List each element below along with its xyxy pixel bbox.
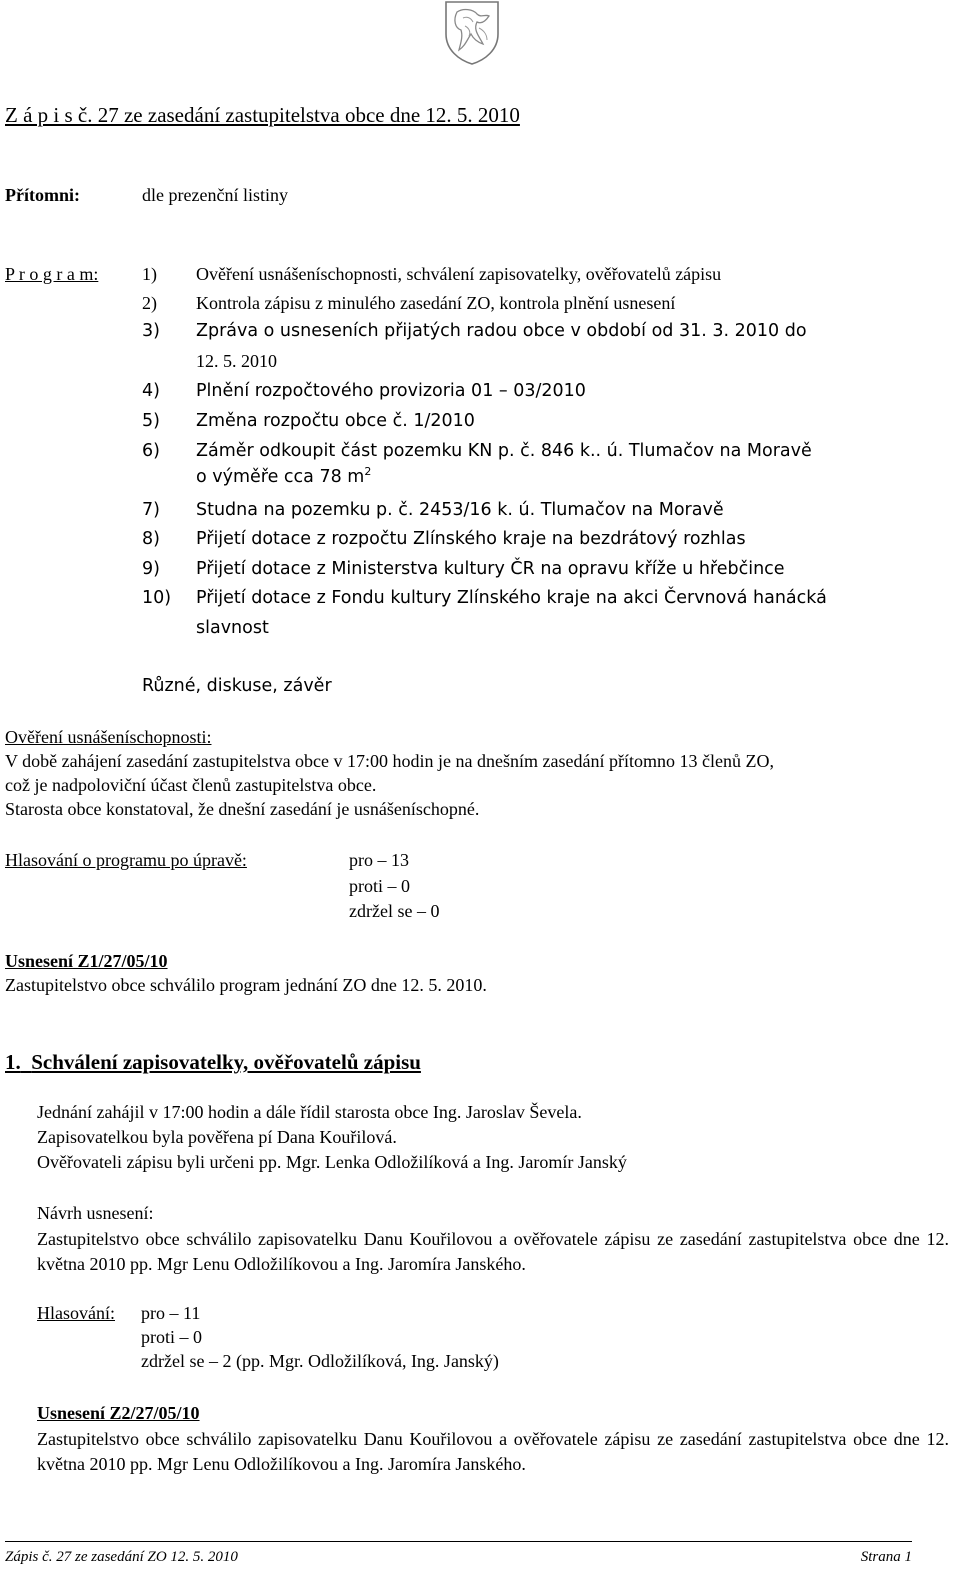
program-item-6-text: Záměr odkoupit část pozemku KN p. č. 846 k.. ú. Tlumačov na Moravě bbox=[196, 441, 812, 461]
program-item-10-text: Přijetí dotace z Fondu kultury Zlínského kraje na akci Červnová hanácká bbox=[196, 588, 827, 608]
program-item-2-text: Kontrola zápisu z minulého zasedání ZO, kontrola plnění usnesení bbox=[196, 293, 676, 313]
resolution2-text: Zastupitelstvo obce schválilo zapisovatelku Danu Kouřilovou a ověřovatele zápisu ze zasedání zastupitelstva obce dne 12. května 2010 pp. Mgr Lenu Odložilíkovou a Ing. Jaromíra Janského. bbox=[37, 1429, 949, 1474]
program-item-8-text: Přijetí dotace z rozpočtu Zlínského kraje na bezdrátový rozhlas bbox=[196, 529, 746, 549]
footer-page-number: Strana 1 bbox=[860, 1549, 912, 1565]
proposal-text: Zastupitelstvo obce schválilo zapisovatelku Danu Kouřilovou a ověřovatele zápisu ze zasedání zastupitelstva obce dne 12. května 2010 pp. Mgr Lenu Odložilíkovou a Ing. Jaromíra Janského. bbox=[37, 1229, 949, 1274]
program-misc: Různé, diskuse, závěr bbox=[142, 676, 332, 696]
document-title: Z á p i s č. 27 ze zasedání zastupitelstva obce dne 12. 5. 2010 bbox=[5, 103, 520, 127]
present-value: dle prezenční listiny bbox=[142, 185, 288, 205]
footer-divider bbox=[5, 1541, 912, 1542]
section1-paragraph-2: Zapisovatelkou byla pověřena pí Dana Kouřilová. bbox=[37, 1127, 397, 1147]
superscript-2: 2 bbox=[364, 465, 372, 478]
vote2-against: proti – 0 bbox=[141, 1327, 202, 1347]
program-item-4-num: 4) bbox=[142, 381, 160, 401]
quorum-line-2: což je nadpoloviční účast členů zastupitelstva obce. bbox=[5, 775, 377, 795]
program-item-3-text-cont: 12. 5. 2010 bbox=[196, 351, 277, 371]
vote1-abstain: zdržel se – 0 bbox=[349, 901, 440, 921]
program-item-9-text: Přijetí dotace z Ministerstva kultury ČR na opravu kříže u hřebčince bbox=[196, 559, 785, 579]
present-label: Přítomni: bbox=[5, 185, 80, 205]
vote1-label: Hlasování o programu po úpravě: bbox=[5, 850, 247, 870]
program-item-8-num: 8) bbox=[142, 529, 160, 549]
program-item-1-num: 1) bbox=[142, 264, 157, 284]
section1-paragraph-3: Ověřovateli zápisu byli určeni pp. Mgr. Lenka Odložilíková a Ing. Jaromír Janský bbox=[37, 1152, 627, 1172]
program-item-7-text: Studna na pozemku p. č. 2453/16 k. ú. Tlumačov na Moravě bbox=[196, 500, 724, 520]
program-item-5-text: Změna rozpočtu obce č. 1/2010 bbox=[196, 411, 475, 431]
quorum-line-1: V době zahájení zasedání zastupitelstva obce v 17:00 hodin je na dnešním zasedání přítomno 13 členů ZO, bbox=[5, 751, 774, 771]
program-item-7-num: 7) bbox=[142, 500, 160, 520]
quorum-heading: Ověření usnášeníschopnosti: bbox=[5, 727, 212, 747]
vote2-label: Hlasování: bbox=[37, 1303, 115, 1323]
program-item-3-num: 3) bbox=[142, 321, 160, 341]
program-item-4-text: Plnění rozpočtového provizoria 01 – 03/2010 bbox=[196, 381, 586, 401]
quorum-line-3: Starosta obce konstatoval, že dnešní zasedání je usnášeníschopné. bbox=[5, 799, 480, 819]
vote1-against: proti – 0 bbox=[349, 876, 410, 896]
section1-heading: 1. Schválení zapisovatelky, ověřovatelů zápisu bbox=[5, 1050, 421, 1074]
program-item-3-text: Zpráva o usneseních přijatých radou obce v období od 31. 3. 2010 do bbox=[196, 321, 807, 341]
program-item-2-num: 2) bbox=[142, 293, 157, 313]
program-item-6-num: 6) bbox=[142, 441, 160, 461]
program-item-5-num: 5) bbox=[142, 411, 160, 431]
resolution1-text: Zastupitelstvo obce schválilo program jednání ZO dne 12. 5. 2010. bbox=[5, 975, 487, 995]
program-item-9-num: 9) bbox=[142, 559, 160, 579]
program-item-10-num: 10) bbox=[142, 588, 172, 608]
vote1-for: pro – 13 bbox=[349, 850, 409, 870]
proposal-label: Návrh usnesení: bbox=[37, 1203, 154, 1223]
vote2-for: pro – 11 bbox=[141, 1303, 201, 1323]
coat-of-arms-emblem bbox=[443, 0, 501, 66]
resolution2-title: Usnesení Z2/27/05/10 bbox=[37, 1403, 200, 1423]
vote2-abstain: zdržel se – 2 (pp. Mgr. Odložilíková, Ing. Janský) bbox=[141, 1351, 499, 1371]
program-label: P r o g r a m: bbox=[5, 264, 99, 284]
resolution1-title: Usnesení Z1/27/05/10 bbox=[5, 951, 168, 971]
program-item-1-text: Ověření usnášeníschopnosti, schválení zapisovatelky, ověřovatelů zápisu bbox=[196, 264, 722, 284]
program-item-10-text-cont: slavnost bbox=[196, 618, 269, 638]
footer-left: Zápis č. 27 ze zasedání ZO 12. 5. 2010 bbox=[5, 1549, 238, 1565]
program-item-6-text-cont: o výměře cca 78 $m^2$ bbox=[196, 465, 372, 487]
section1-paragraph-1: Jednání zahájil v 17:00 hodin a dále řídil starosta obce Ing. Jaroslav Ševela. bbox=[37, 1102, 582, 1122]
